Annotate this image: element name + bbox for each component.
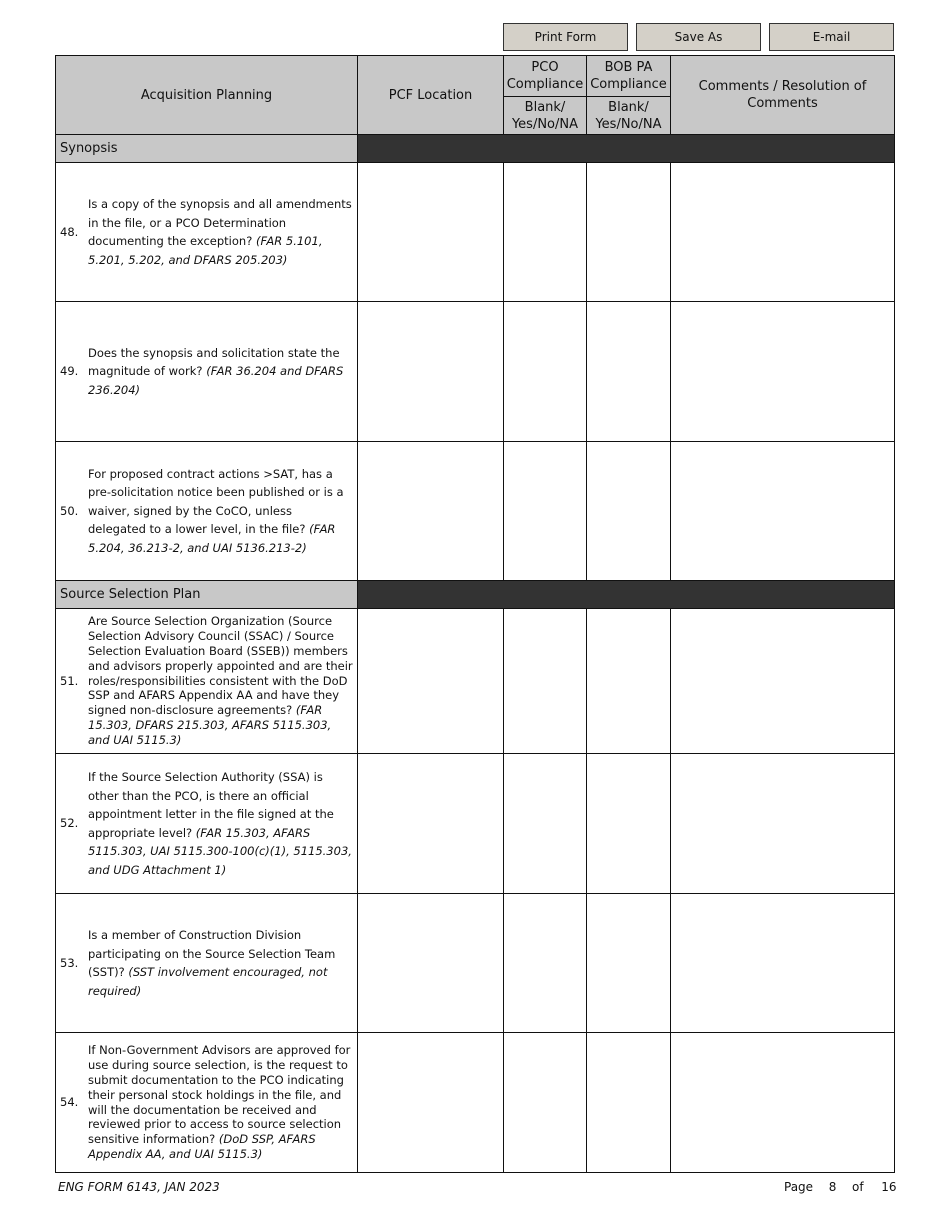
pcf-location-field[interactable] xyxy=(358,163,504,302)
table-row xyxy=(56,163,895,302)
pcf-location-field[interactable] xyxy=(358,609,504,754)
question-text: Is a member of Construction Division participating on the Source Selection Team (SST)? (SST involvement encouraged, not required) xyxy=(88,928,336,998)
question-cell xyxy=(56,302,358,442)
email-button[interactable]: E-mail xyxy=(769,23,894,51)
pcf-location-field[interactable] xyxy=(358,754,504,894)
bob-compliance-field[interactable] xyxy=(587,754,671,894)
bob-compliance-field[interactable] xyxy=(587,302,671,442)
question-text: Does the synopsis and solicitation state the magnitude of work? (FAR 36.204 and DFARS 236.204) xyxy=(88,345,344,397)
comments-field[interactable] xyxy=(671,302,895,442)
question-cell xyxy=(56,609,358,754)
header-bob-sub: Blank/ Yes/No/NA xyxy=(587,97,671,135)
pcf-location-field[interactable] xyxy=(358,442,504,581)
question-number: 48. xyxy=(60,224,79,239)
table-row xyxy=(56,442,895,581)
question-number: 54. xyxy=(60,1095,79,1110)
table-row xyxy=(56,754,895,894)
question-cell xyxy=(56,754,358,894)
header-bob-compliance: BOB PA Compliance xyxy=(587,56,671,97)
bob-compliance-field[interactable] xyxy=(587,1033,671,1173)
question-citation: (FAR 5.204, 36.213-2, and UAI 5136.213-2) xyxy=(88,522,336,555)
comments-field[interactable] xyxy=(671,442,895,581)
pco-compliance-field[interactable] xyxy=(504,302,587,442)
save-as-button[interactable]: Save As xyxy=(636,23,761,51)
page-total: 16 xyxy=(881,1180,897,1194)
question-citation: (FAR 15.303, DFARS 215.303, AFARS 5115.303, and UAI 5115.3) xyxy=(88,703,332,747)
comments-field[interactable] xyxy=(671,894,895,1033)
section-bar xyxy=(358,581,895,609)
pco-compliance-field[interactable] xyxy=(504,1033,587,1173)
header-comments: Comments / Resolution of Comments xyxy=(671,56,895,135)
pcf-location-field[interactable] xyxy=(358,302,504,442)
pco-compliance-field[interactable] xyxy=(504,442,587,581)
comments-field[interactable] xyxy=(671,754,895,894)
question-cell xyxy=(56,1033,358,1173)
section-row-synopsis xyxy=(56,135,895,163)
section-row-source-selection-plan xyxy=(56,581,895,609)
header-pco-sub: Blank/ Yes/No/NA xyxy=(504,97,587,135)
question-citation: (FAR 15.303, AFARS 5115.303, UAI 5115.300-100(c)(1), 5115.303, and UDG Attachment 1) xyxy=(88,825,352,877)
question-text: Is a copy of the synopsis and all amendments in the file, or a PCO Determination documenting the exception? (FAR 5.101, 5.201, 5.202, and DFARS 205.203) xyxy=(88,197,352,267)
bob-compliance-field[interactable] xyxy=(587,442,671,581)
question-citation: (DoD SSP, AFARS Appendix AA, and UAI 5115.3) xyxy=(88,1132,316,1161)
page-number: 8 xyxy=(828,1180,837,1194)
table-row xyxy=(56,609,895,754)
question-cell xyxy=(56,163,358,302)
page-word: Page xyxy=(784,1180,814,1194)
pco-compliance-field[interactable] xyxy=(504,894,587,1033)
question-text: If Non-Government Advisors are approved for use during source selection, is the request to submit documentation to the PCO indicating their personal stock holdings in the file, and will the documentation be received and reviewed prior to access to source selection sensitive information? (DoD SSP, AFARS Appendix AA, and UAI 5115.3) xyxy=(88,1043,351,1161)
question-text: For proposed contract actions >SAT, has a pre-solicitation notice been published or is a waiver, signed by the CoCO, unless delegated to a lower level, in the file? (FAR 5.204, 36.213-2, and UAI 5136.213-2) xyxy=(88,466,344,555)
page-indicator xyxy=(784,1180,897,1194)
comments-field[interactable] xyxy=(671,163,895,302)
bob-compliance-field[interactable] xyxy=(587,894,671,1033)
question-text: If the Source Selection Authority (SSA) is other than the PCO, is there an official appointment letter in the file signed at the appropriate level? (FAR 15.303, AFARS 5115.303, UAI 5115.300-100(c)(1), 5115.303, and UDG Attachment 1) xyxy=(88,770,352,877)
bob-compliance-field[interactable] xyxy=(587,163,671,302)
section-bar xyxy=(358,135,895,163)
question-citation: (SST involvement encouraged, not required) xyxy=(88,965,328,998)
question-number: 49. xyxy=(60,364,79,379)
of-word: of xyxy=(852,1180,864,1194)
question-cell xyxy=(56,894,358,1033)
table-row xyxy=(56,302,895,442)
comments-field[interactable] xyxy=(671,1033,895,1173)
header-pco-compliance: PCO Compliance xyxy=(504,56,587,97)
table-row xyxy=(56,1033,895,1173)
pcf-location-field[interactable] xyxy=(358,1033,504,1173)
bob-compliance-field[interactable] xyxy=(587,609,671,754)
question-number: 50. xyxy=(60,503,79,518)
question-cell xyxy=(56,442,358,581)
checklist-table xyxy=(55,55,895,1173)
form-identifier: ENG FORM 6143, JAN 2023 xyxy=(58,1180,220,1194)
header-pcf-location: PCF Location xyxy=(358,56,504,135)
comments-field[interactable] xyxy=(671,609,895,754)
pco-compliance-field[interactable] xyxy=(504,754,587,894)
pco-compliance-field[interactable] xyxy=(504,609,587,754)
form-toolbar xyxy=(503,23,894,51)
header-acquisition-planning: Acquisition Planning xyxy=(56,56,358,135)
question-citation: (FAR 5.101, 5.201, 5.202, and DFARS 205.203) xyxy=(88,234,323,267)
section-label: Synopsis xyxy=(56,135,358,163)
print-form-button[interactable]: Print Form xyxy=(503,23,628,51)
pco-compliance-field[interactable] xyxy=(504,163,587,302)
table-row xyxy=(56,894,895,1033)
question-number: 51. xyxy=(60,673,79,688)
question-citation: (FAR 36.204 and DFARS 236.204) xyxy=(88,364,344,397)
question-text: Are Source Selection Organization (Source Selection Advisory Council (SSAC) / Source Selection Evaluation Board (SSEB)) members and advisors properly appointed and are their roles/responsibilities consistent with the DoD SSP and AFARS Appendix AA and have they signed non-disclosure agreements? (FAR 15.303, DFARS 215.303, AFARS 5115.303, and UAI 5115.3) xyxy=(88,614,353,747)
question-number: 52. xyxy=(60,816,79,831)
question-number: 53. xyxy=(60,955,79,970)
section-label: Source Selection Plan xyxy=(56,581,358,609)
pcf-location-field[interactable] xyxy=(358,894,504,1033)
